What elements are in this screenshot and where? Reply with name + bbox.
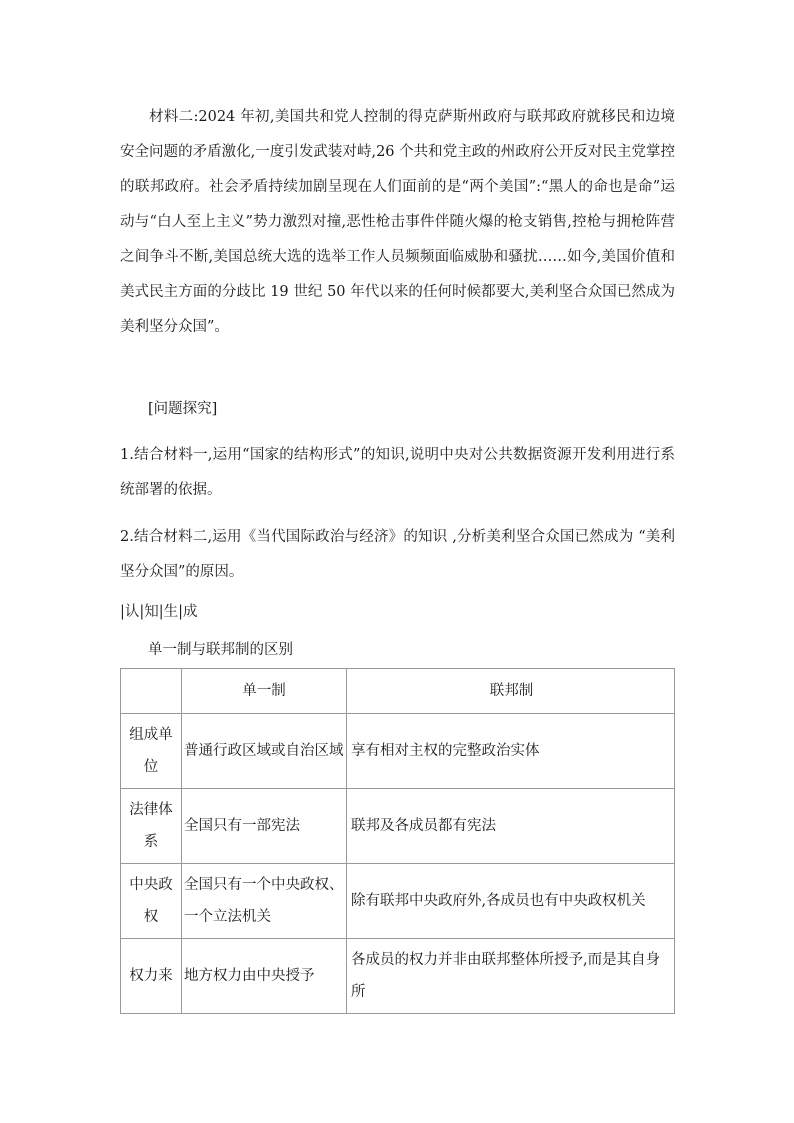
header-cell-unitary: 单一制 xyxy=(182,669,347,714)
header-cell-federal: 联邦制 xyxy=(347,669,675,714)
cell-unitary: 地方权力由中央授予 xyxy=(182,939,347,1014)
row-label: 中央政权 xyxy=(121,864,182,939)
cell-federal: 各成员的权力并非由联邦整体所授予,而是其自身所 xyxy=(347,939,675,1014)
table-row xyxy=(121,714,675,789)
cell-unitary: 普通行政区域或自治区域 xyxy=(182,714,347,789)
table-row xyxy=(121,864,675,939)
cell-federal: 除有联邦中央政府外,各成员也有中央政权机关 xyxy=(347,864,675,939)
section-label: |认|知|生|成 xyxy=(120,604,198,620)
header-cell-empty xyxy=(121,669,182,714)
row-label: 法律体系 xyxy=(121,789,182,864)
table-row xyxy=(121,939,675,1014)
cell-federal: 联邦及各成员都有宪法 xyxy=(347,789,675,864)
table-header-row xyxy=(121,669,675,714)
question-section-title: [问题探究] xyxy=(148,401,218,417)
question-1: 1.结合材料一,运用“国家的结构形式”的知识,说明中央对公共数据资源开发利用进行系统部署的依据。 xyxy=(120,447,675,498)
table-row xyxy=(121,789,675,864)
question-2: 2.结合材料二,运用《当代国际政治与经济》的知识 ,分析美利坚合众国已然成为 “美利坚分众国”的原因。 xyxy=(120,529,675,580)
cell-federal: 享有相对主权的完整政治实体 xyxy=(347,714,675,789)
comparison-table xyxy=(120,668,675,1014)
table-title: 单一制与联邦制的区别 xyxy=(148,642,293,658)
cell-unitary: 全国只有一个中央政权、一个立法机关 xyxy=(182,864,347,939)
row-label: 组成单位 xyxy=(121,714,182,789)
cell-unitary: 全国只有一部宪法 xyxy=(182,789,347,864)
material-two-paragraph: 材料二:2024 年初,美国共和党人控制的得克萨斯州政府与联邦政府就移民和边境安全问题的矛盾激化,一度引发武装对峙,26 个共和党主政的州政府公开反对民主党掌控的联邦政府。社会矛盾持续加剧呈现在人们面前的是“两个美国”:“黑人的命也是命”运动与“白人至上主义”势力激烈对撞,恶性枪击事件伴随火爆的枪支销售,控枪与拥枪阵营之间争斗不断,美国总统大选的选举工作人员频频面临威胁和骚扰……如今,美国价值和美式民主方面的分歧比 19 世纪 50 年代以来的任何时候都要大,美利坚合众国已然成为美利坚分众国”。 xyxy=(120,109,675,335)
row-label: 权力来 xyxy=(121,939,182,1014)
